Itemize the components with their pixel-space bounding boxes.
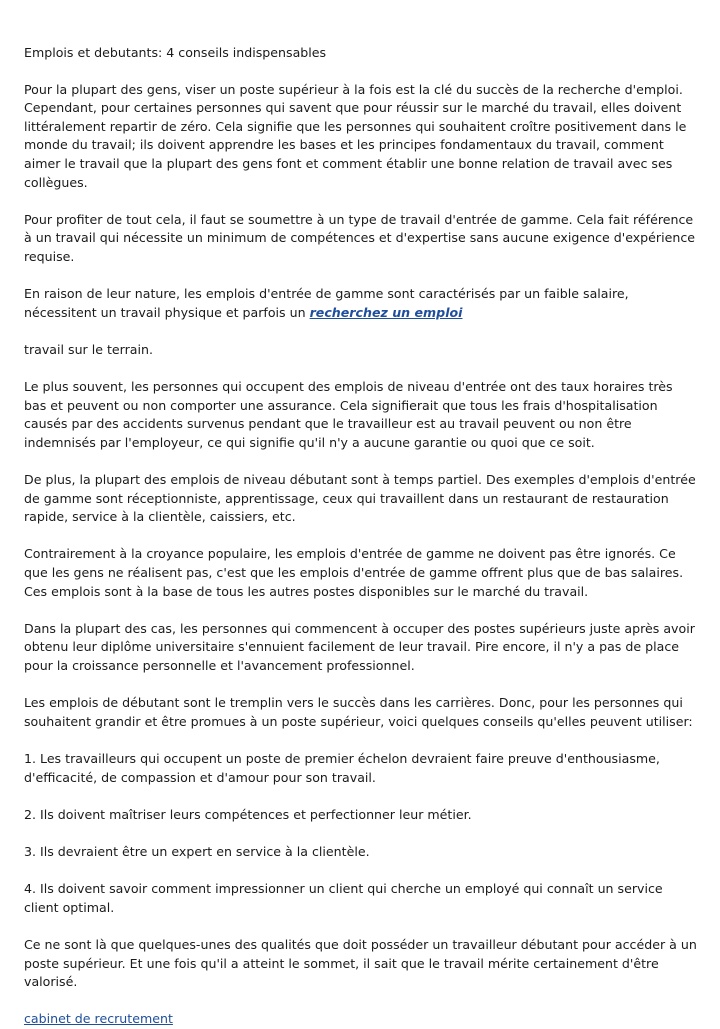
paragraph-2: Pour profiter de tout cela, il faut se soumettre à un type de travail d'entrée de gamme. Cela fait référence à un travail qui nécessite un minimum de compétences et d'expertise sans aucune exigence d'expérience requise. (24, 211, 695, 264)
paragraph-3-text: En raison de leur nature, les emplois d'entrée de gamme sont caractérisés par un faible salaire, nécessitent un travail physique et parfois un (24, 286, 629, 320)
tip-1: 1. Les travailleurs qui occupent un poste de premier échelon devraient faire preuve d'enthousiasme, d'efficacité, de compassion et d'amour pour son travail. (24, 750, 660, 785)
cabinet-de-recrutement-link[interactable]: cabinet de recrutement (24, 1011, 173, 1027)
paragraph-7: Contrairement à la croyance populaire, les emplois d'entrée de gamme ne doivent pas être ignorés. Ce que les gens ne réalisent pas, c'est que les emplois d'entrée de gamme offrent plus que de bas salaires. Ces emplois sont à la base de tous les autres postes disponibles sur le marché du travail. (24, 546, 684, 599)
paragraph-4: travail sur le terrain. (24, 341, 153, 357)
paragraph-3 (24, 285, 698, 322)
paragraph-conclusion: Ce ne sont là que quelques-unes des qualités que doit posséder un travailleur débutant pour accéder à un poste supérieur. Et une fois qu'il a atteint le sommet, il sait que le travail mérite certainement d'être valorisé. (24, 936, 697, 990)
paragraph-6: De plus, la plupart des emplois de niveau débutant sont à temps partiel. Des exemples d'emplois d'entrée de gamme sont réceptionniste, apprentissage, ceux qui travaillent dans un restaurant de restauration rapide, service à la clientèle, caissiers, etc. (24, 472, 696, 525)
paragraph-1: Pour la plupart des gens, viser un poste supérieur à la fois est la clé du succès de la recherche d'emploi. Cependant, pour certaines personnes qui savent que pour réussir sur le marché du travail, elles doivent littéralement repartir de zéro. Cela signifie que les personnes qui souhaitent croître positivement dans le monde du travail; ils doivent apprendre les bases et les principes fondamentaux du travail, comment aimer le travail que la plupart des gens font et comment établir une bonne relation de travail avec ses collègues. (24, 81, 687, 190)
tip-2: 2. Ils doivent maîtriser leurs compétences et perfectionner leur métier. (24, 806, 472, 822)
document-title: Emplois et debutants: 4 conseils indispensables (24, 45, 327, 60)
paragraph-8: Dans la plupart des cas, les personnes qui commencent à occuper des postes supérieurs juste après avoir obtenu leur diplôme universitaire s'ennuient facilement de leur travail. Pire encore, il n'y a pas de place pour la croissance personnelle et l'avancement professionnel. (24, 620, 695, 673)
paragraph-9: Les emplois de débutant sont le tremplin vers le succès dans les carrières. Donc, pour les personnes qui souhaitent grandir et être promues à un poste supérieur, voici quelques conseils qu'elles peuvent utiliser: (24, 695, 693, 729)
tip-4: 4. Ils doivent savoir comment impressionner un client qui cherche un employé qui connaît un service client optimal. (24, 881, 663, 915)
recherchez-un-emploi-link[interactable]: recherchez un emploi (309, 304, 463, 320)
paragraph-5: Le plus souvent, les personnes qui occupent des emplois de niveau d'entrée ont des taux horaires très bas et peuvent ou non comporter une assurance. Cela signifierait que tous les frais d'hospitalisation causés par des accidents survenus pendant que le travailleur est au travail peuvent ou non être indemnisés par l'employeur, ce qui signifie qu'il n'y a aucune garantie ou quoi que ce soit. (24, 379, 673, 450)
tip-3: 3. Ils devraient être un expert en service à la clientèle. (24, 843, 370, 859)
